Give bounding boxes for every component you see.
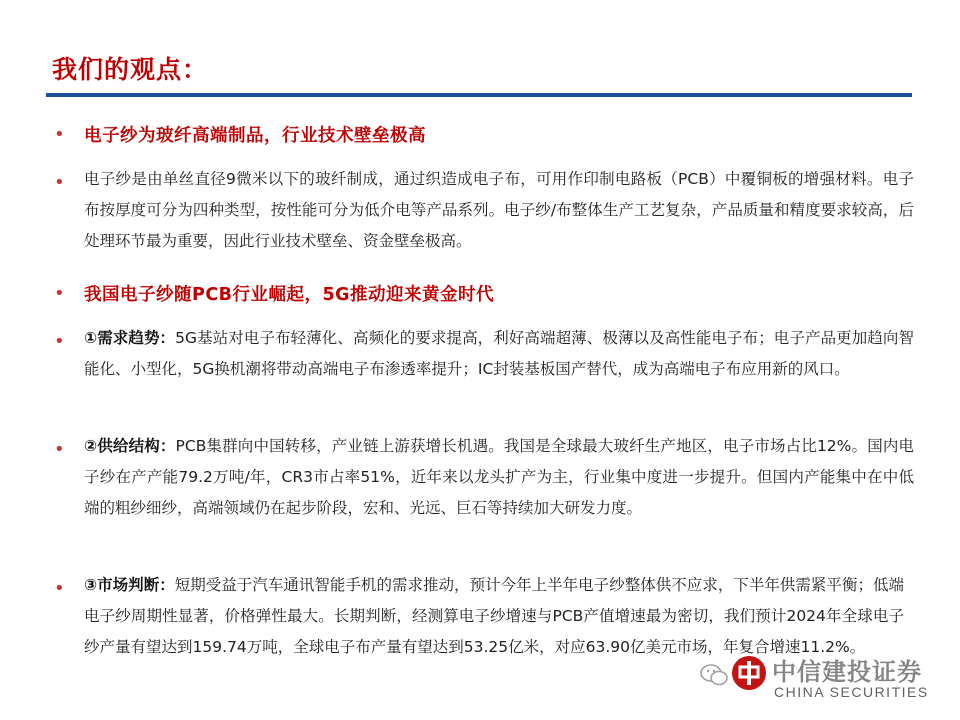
company-logo: [700, 650, 950, 710]
bullet-icon: •: [54, 283, 65, 304]
paragraph-supply: [84, 431, 914, 524]
logo-name-en: CHINA SECURITIES: [774, 684, 929, 700]
logo-name-cn: 中信建投证券: [772, 658, 922, 686]
page-title: 我们的观点：: [52, 55, 209, 84]
bullet-icon: •: [54, 124, 65, 145]
paragraph-lead: ③市场判断：: [84, 576, 175, 594]
paragraph-demand: [84, 323, 914, 385]
paragraph-lead: ①需求趋势：: [84, 329, 176, 347]
bullet-icon: •: [54, 331, 65, 352]
paragraph-intro: [84, 164, 914, 257]
seal-icon: [732, 656, 766, 690]
paragraph-text: 5G基站对电子布轻薄化、高频化的要求提高，利好高端超薄、极薄以及高性能电子布；电子产品更加趋向智能化、小型化，5G换机潮将带动高端电子布渗透率提升；IC封装基板国产替代，成为高端电子布应用新的风口。: [84, 329, 914, 378]
section-heading: 我国电子纱随PCB行业崛起，5G推动迎来黄金时代: [84, 285, 495, 305]
bullet-icon: •: [54, 439, 65, 460]
title-divider: [46, 93, 912, 97]
bullet-icon: •: [54, 172, 65, 193]
paragraph-text: PCB集群向中国转移，产业链上游获增长机遇。我国是全球最大玻纤生产地区，电子市场占比12%。国内电子纱在产产能79.2万吨/年，CR3市占率51%，近年来以龙头扩产为主，行业集中度进一步提升。但国内产能集中在中低端的粗纱细纱，高端领域仍在起步阶段，宏和、光远、巨石等持续加大研发力度。: [84, 437, 915, 517]
section-heading: 电子纱为玻纤高端制品，行业技术壁垒极高: [84, 126, 426, 146]
paragraph-lead: ②供给结构：: [84, 437, 176, 455]
bullet-icon: •: [54, 578, 65, 599]
paragraph-text: 电子纱是由单丝直径9微米以下的玻纤制成，通过织造成电子布，可用作印制电路板（PCB）中覆铜板的增强材料。电子布按厚度可分为四种类型，按性能可分为低介电等产品系列。电子纱/布整体生产工艺复杂，产品质量和精度要求较高，后处理环节最为重要，因此行业技术壁垒、资金壁垒极高。: [84, 170, 914, 250]
paragraph-text: 短期受益于汽车通讯智能手机的需求推动，预计今年上半年电子纱整体供不应求，下半年供需紧平衡；低端电子纱周期性显著，价格弹性最大。长期判断，经测算电子纱增速与PCB产值增速最为密切，我们预计2024年全球电子纱产量有望达到159.74万吨，全球电子布产量有望达到53.25亿米，对应63.90亿美元市场，年复合增速11.2%。: [84, 576, 904, 656]
wechat-icon: [700, 664, 728, 686]
